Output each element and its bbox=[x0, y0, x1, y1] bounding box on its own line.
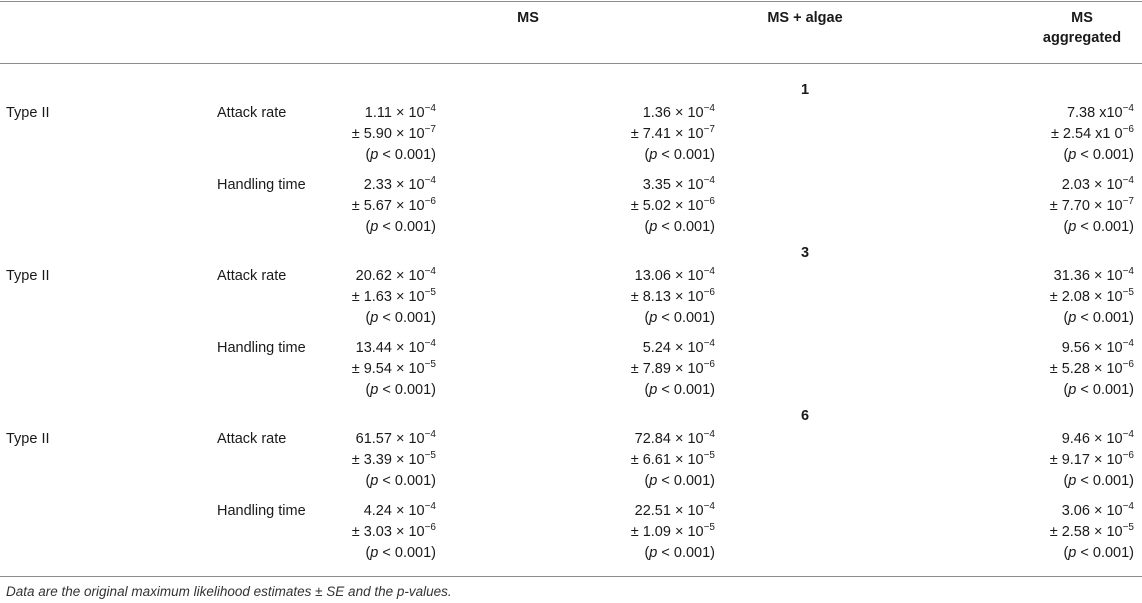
standard-error-value bbox=[631, 196, 715, 217]
estimate-exponent: −4 bbox=[1122, 501, 1134, 512]
se-exponent: −5 bbox=[1122, 522, 1134, 533]
estimate-exponent: −4 bbox=[1122, 429, 1134, 440]
estimate-exponent: −4 bbox=[1122, 338, 1134, 349]
estimate-mantissa: 1.36 × 10 bbox=[642, 105, 704, 121]
estimate-mantissa: 9.56 × 10 bbox=[1061, 340, 1123, 356]
p-value: (p < 0.001) bbox=[1063, 219, 1134, 235]
estimate-cell-ms bbox=[352, 175, 436, 238]
standard-error-value bbox=[1051, 124, 1134, 145]
estimate-exponent: −4 bbox=[424, 175, 436, 186]
se-mantissa: ± 6.61 × 10 bbox=[630, 452, 704, 468]
se-mantissa: ± 5.67 × 10 bbox=[351, 198, 425, 214]
parameter-label: Attack rate bbox=[217, 431, 287, 447]
se-mantissa: ± 2.08 × 10 bbox=[1049, 289, 1123, 305]
parameter-label: Handling time bbox=[217, 340, 306, 356]
estimate-value bbox=[631, 175, 715, 196]
estimate-exponent: −4 bbox=[424, 103, 436, 114]
response-type-label: Type II bbox=[6, 105, 50, 121]
se-mantissa: ± 3.03 × 10 bbox=[351, 524, 425, 540]
se-exponent: −6 bbox=[703, 359, 715, 370]
standard-error-value bbox=[631, 450, 715, 471]
se-exponent: −5 bbox=[424, 359, 436, 370]
p-value: (p < 0.001) bbox=[1063, 382, 1134, 398]
se-exponent: −6 bbox=[1122, 124, 1134, 135]
estimate-mantissa: 3.06 × 10 bbox=[1061, 503, 1123, 519]
standard-error-value bbox=[352, 450, 436, 471]
estimate-value bbox=[1050, 175, 1134, 196]
estimate-value bbox=[631, 501, 715, 522]
estimate-value bbox=[352, 338, 436, 359]
p-value: (p < 0.001) bbox=[644, 545, 715, 561]
column-header-ms-aggregated-line1: MS bbox=[1071, 10, 1093, 26]
group-number: 6 bbox=[800, 408, 810, 424]
estimate-cell-ms-algae bbox=[631, 501, 715, 564]
estimate-cell-ms bbox=[352, 103, 436, 166]
standard-error-value bbox=[1050, 359, 1134, 380]
se-exponent: −7 bbox=[703, 124, 715, 135]
estimate-value bbox=[1050, 338, 1134, 359]
se-exponent: −6 bbox=[1122, 359, 1134, 370]
se-mantissa: ± 7.41 × 10 bbox=[630, 126, 704, 142]
standard-error-value bbox=[631, 287, 715, 308]
estimate-mantissa: 61.57 × 10 bbox=[355, 431, 425, 447]
standard-error-value bbox=[352, 124, 436, 145]
estimate-cell-ms-aggregated bbox=[1050, 338, 1134, 401]
column-header-ms: MS bbox=[517, 10, 539, 26]
estimate-exponent: −4 bbox=[703, 103, 715, 114]
estimate-cell-ms bbox=[352, 266, 436, 329]
se-mantissa: ± 5.02 × 10 bbox=[630, 198, 704, 214]
estimate-value bbox=[352, 103, 436, 124]
estimate-value bbox=[1050, 501, 1134, 522]
estimate-exponent: −4 bbox=[703, 175, 715, 186]
estimate-cell-ms-algae bbox=[631, 266, 715, 329]
se-exponent: −6 bbox=[424, 522, 436, 533]
parameter-label: Attack rate bbox=[217, 105, 287, 121]
estimate-value bbox=[352, 266, 436, 287]
table-footnote: Data are the original maximum likelihood estimates ± SE and the p-values. bbox=[6, 584, 452, 599]
standard-error-value bbox=[1050, 522, 1134, 543]
se-mantissa: ± 2.54 x1 0 bbox=[1050, 126, 1123, 142]
se-exponent: −5 bbox=[424, 287, 436, 298]
estimate-mantissa: 5.24 × 10 bbox=[642, 340, 704, 356]
se-mantissa: ± 3.39 × 10 bbox=[351, 452, 425, 468]
p-value: (p < 0.001) bbox=[1063, 545, 1134, 561]
p-value: (p < 0.001) bbox=[644, 310, 715, 326]
se-exponent: −6 bbox=[703, 196, 715, 207]
se-exponent: −6 bbox=[1122, 450, 1134, 461]
column-header-ms-aggregated bbox=[1022, 8, 1142, 48]
p-value: (p < 0.001) bbox=[365, 310, 436, 326]
se-exponent: −5 bbox=[703, 450, 715, 461]
estimate-cell-ms-algae bbox=[631, 338, 715, 401]
estimate-cell-ms-algae bbox=[631, 103, 715, 166]
estimate-mantissa: 4.24 × 10 bbox=[363, 503, 425, 519]
standard-error-value bbox=[631, 359, 715, 380]
estimate-value bbox=[1050, 266, 1134, 287]
se-exponent: −5 bbox=[703, 522, 715, 533]
standard-error-value bbox=[631, 124, 715, 145]
estimate-cell-ms bbox=[352, 501, 436, 564]
estimate-exponent: −4 bbox=[424, 501, 436, 512]
estimate-mantissa: 2.33 × 10 bbox=[363, 177, 425, 193]
se-exponent: −7 bbox=[424, 124, 436, 135]
standard-error-value bbox=[352, 522, 436, 543]
estimate-exponent: −4 bbox=[703, 338, 715, 349]
table-top-rule bbox=[0, 1, 1142, 2]
p-value: (p < 0.001) bbox=[644, 473, 715, 489]
response-type-label: Type II bbox=[6, 431, 50, 447]
group-number: 3 bbox=[800, 245, 810, 261]
estimate-mantissa: 1.11 × 10 bbox=[364, 105, 425, 121]
estimate-mantissa: 20.62 × 10 bbox=[355, 268, 425, 284]
estimate-value bbox=[352, 429, 436, 450]
estimate-value bbox=[631, 429, 715, 450]
se-mantissa: ± 9.54 × 10 bbox=[351, 361, 425, 377]
standard-error-value bbox=[1050, 196, 1134, 217]
p-value: (p < 0.001) bbox=[365, 147, 436, 163]
estimate-mantissa: 7.38 x10 bbox=[1066, 105, 1123, 121]
estimate-mantissa: 22.51 × 10 bbox=[634, 503, 704, 519]
estimate-cell-ms-aggregated bbox=[1050, 175, 1134, 238]
se-exponent: −6 bbox=[703, 287, 715, 298]
p-value: (p < 0.001) bbox=[365, 473, 436, 489]
estimate-cell-ms-aggregated bbox=[1050, 266, 1134, 329]
header-rule bbox=[0, 63, 1142, 64]
p-value: (p < 0.001) bbox=[365, 219, 436, 235]
estimate-value bbox=[1050, 429, 1134, 450]
se-mantissa: ± 1.63 × 10 bbox=[351, 289, 425, 305]
p-value: (p < 0.001) bbox=[365, 382, 436, 398]
parameter-label: Handling time bbox=[217, 503, 306, 519]
estimate-exponent: −4 bbox=[703, 266, 715, 277]
p-value: (p < 0.001) bbox=[1063, 310, 1134, 326]
estimate-exponent: −4 bbox=[1122, 175, 1134, 186]
se-mantissa: ± 7.70 × 10 bbox=[1049, 198, 1123, 214]
column-header-ms-algae: MS + algae bbox=[767, 10, 843, 26]
se-mantissa: ± 8.13 × 10 bbox=[630, 289, 704, 305]
p-value: (p < 0.001) bbox=[644, 147, 715, 163]
p-value: (p < 0.001) bbox=[644, 382, 715, 398]
standard-error-value bbox=[352, 359, 436, 380]
se-exponent: −5 bbox=[1122, 287, 1134, 298]
estimate-cell-ms bbox=[352, 338, 436, 401]
estimate-mantissa: 13.06 × 10 bbox=[634, 268, 704, 284]
estimate-value bbox=[631, 338, 715, 359]
estimate-exponent: −4 bbox=[703, 429, 715, 440]
estimate-cell-ms bbox=[352, 429, 436, 492]
se-mantissa: ± 9.17 × 10 bbox=[1049, 452, 1123, 468]
estimate-exponent: −4 bbox=[424, 429, 436, 440]
estimate-cell-ms-aggregated bbox=[1051, 103, 1134, 166]
estimate-exponent: −4 bbox=[424, 266, 436, 277]
estimate-mantissa: 9.46 × 10 bbox=[1061, 431, 1123, 447]
p-value: (p < 0.001) bbox=[644, 219, 715, 235]
standard-error-value bbox=[352, 196, 436, 217]
estimate-value bbox=[1051, 103, 1134, 124]
p-value: (p < 0.001) bbox=[1063, 147, 1134, 163]
estimate-value bbox=[631, 103, 715, 124]
estimate-mantissa: 31.36 × 10 bbox=[1053, 268, 1123, 284]
estimate-mantissa: 2.03 × 10 bbox=[1061, 177, 1123, 193]
estimate-cell-ms-aggregated bbox=[1050, 501, 1134, 564]
se-mantissa: ± 5.28 × 10 bbox=[1049, 361, 1123, 377]
response-type-label: Type II bbox=[6, 268, 50, 284]
table-bottom-rule bbox=[0, 576, 1142, 577]
se-mantissa: ± 7.89 × 10 bbox=[630, 361, 704, 377]
se-mantissa: ± 1.09 × 10 bbox=[630, 524, 704, 540]
column-header-ms-aggregated-line2: aggregated bbox=[1042, 30, 1122, 46]
se-mantissa: ± 2.58 × 10 bbox=[1049, 524, 1123, 540]
estimate-value bbox=[352, 175, 436, 196]
standard-error-value bbox=[631, 522, 715, 543]
estimate-cell-ms-algae bbox=[631, 429, 715, 492]
se-exponent: −7 bbox=[1122, 196, 1134, 207]
estimate-exponent: −4 bbox=[1122, 266, 1134, 277]
parameter-label: Handling time bbox=[217, 177, 306, 193]
standard-error-value bbox=[1050, 287, 1134, 308]
estimate-value bbox=[352, 501, 436, 522]
estimate-cell-ms-aggregated bbox=[1050, 429, 1134, 492]
estimate-cell-ms-algae bbox=[631, 175, 715, 238]
estimate-exponent: −4 bbox=[424, 338, 436, 349]
se-exponent: −5 bbox=[424, 450, 436, 461]
estimate-mantissa: 13.44 × 10 bbox=[355, 340, 425, 356]
estimate-mantissa: 3.35 × 10 bbox=[642, 177, 704, 193]
standard-error-value bbox=[352, 287, 436, 308]
estimate-value bbox=[631, 266, 715, 287]
estimate-mantissa: 72.84 × 10 bbox=[634, 431, 704, 447]
estimate-exponent: −4 bbox=[1122, 103, 1134, 114]
p-value: (p < 0.001) bbox=[1063, 473, 1134, 489]
parameter-label: Attack rate bbox=[217, 268, 287, 284]
se-mantissa: ± 5.90 × 10 bbox=[351, 126, 425, 142]
standard-error-value bbox=[1050, 450, 1134, 471]
group-number: 1 bbox=[800, 82, 810, 98]
p-value: (p < 0.001) bbox=[365, 545, 436, 561]
estimate-exponent: −4 bbox=[703, 501, 715, 512]
se-exponent: −6 bbox=[424, 196, 436, 207]
